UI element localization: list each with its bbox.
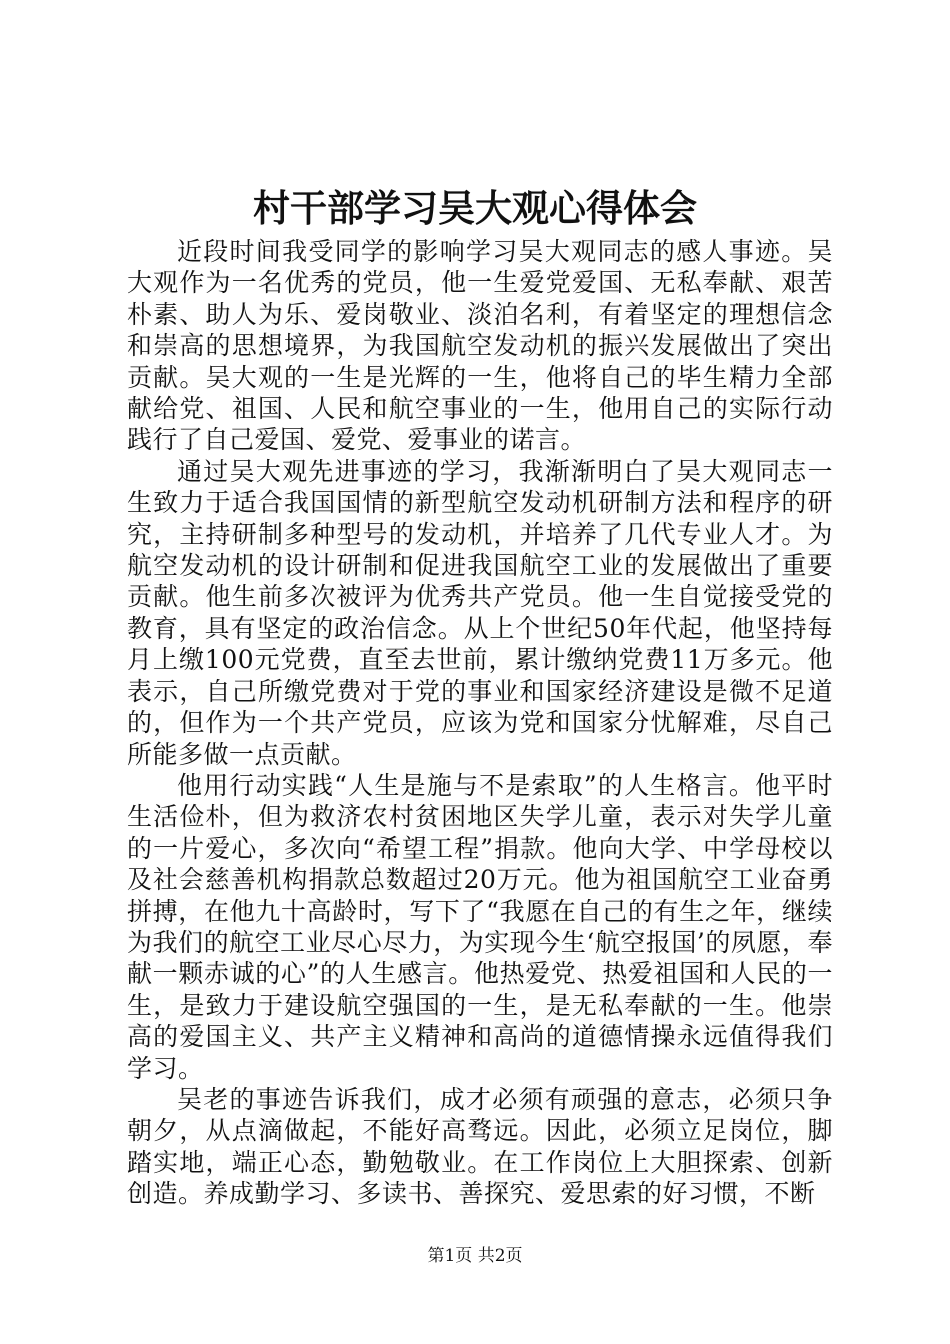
paragraph-1: 近段时间我受同学的影响学习吴大观同志的感人事迹。吴大观作为一名优秀的党员，他一生爱党爱国、无私奉献、艰苦朴素、助人为乐、爱岗敬业、淡泊名利，有着坚定的理想信念和崇高的思想境界，为我国航空发动机的振兴发展做出了突出贡献。吴大观的一生是光辉的一生，他将自己的毕生精力全部献给党、祖国、人民和航空事业的一生，他用自己的实际行动践行了自己爱国、爱党、爱事业的诺言。 [127,237,833,455]
page-number-footer: 第1页 共2页 [427,1246,523,1266]
document-title: 村干部学习吴大观心得体会 [253,186,697,230]
paragraph-3: 他用行动实践“人生是施与不是索取”的人生格言。他平时生活俭朴，但为救济农村贫困地区失学儿童，表示对失学儿童的一片爱心，多次向“希望工程”捐款。他向大学、中学母校以及社会慈善机构捐款总数超过20万元。他为祖国航空工业奋勇拼搏，在他九十高龄时，写下了“我愿在自己的有生之年，继续为我们的航空工业尽心尽力，为实现今生‘航空报国’的夙愿，奉献一颗赤诚的心”的人生感言。他热爱党、热爱祖国和人民的一生，是致力于建设航空强国的一生，是无私奉献的一生。他崇高的爱国主义、共产主义精神和高尚的道德情操永远值得我们学习。 [127,770,833,1083]
paragraph-4: 吴老的事迹告诉我们，成才必须有顽强的意志，必须只争朝夕，从点滴做起，不能好高骛远。因此，必须立足岗位，脚踏实地，端正心态，勤勉敬业。在工作岗位上大胆探索、创新创造。养成勤学习、多读书、善探究、爱思索的好习惯，不断 [127,1084,833,1209]
paragraph-2: 通过吴大观先进事迹的学习，我渐渐明白了吴大观同志一生致力于适合我国国情的新型航空发动机研制方法和程序的研究，主持研制多种型号的发动机，并培养了几代专业人才。为航空发动机的设计研制和促进我国航空工业的发展做出了重要贡献。他生前多次被评为优秀共产党员。他一生自觉接受党的教育，具有坚定的政治信念。从上个世纪50年代起，他坚持每月上缴100元党费，直至去世前，累计缴纳党费11万多元。他表示，自己所缴党费对于党的事业和国家经济建设是微不足道的，但作为一个共产党员，应该为党和国家分忧解难，尽自己所能多做一点贡献。 [127,456,833,769]
document-body [127,236,833,1210]
